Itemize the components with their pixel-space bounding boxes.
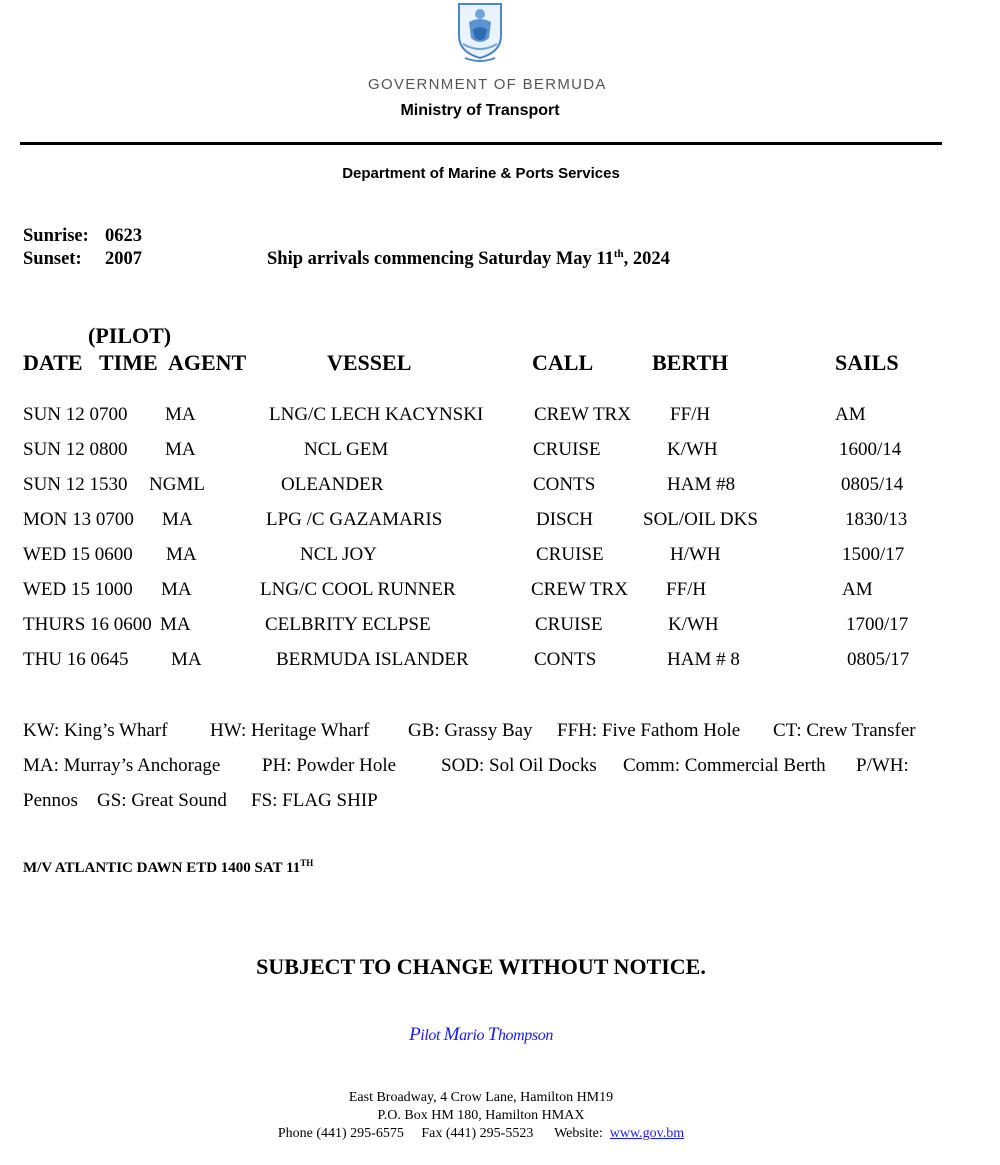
row-sails: 0805/14 [841, 474, 904, 495]
column-header-call: CALL [532, 350, 594, 375]
sig-part: ario [459, 1027, 488, 1044]
legend-item: SOD: Sol Oil Docks [441, 755, 597, 776]
column-header-date: DATE [23, 350, 83, 375]
legend-item: HW: Heritage Wharf [210, 720, 370, 741]
row-call: DISCH [536, 509, 594, 530]
row-berth: HAM # 8 [667, 649, 740, 670]
row-datetime: THURS 16 0600 [23, 614, 152, 635]
row-agent: MA [160, 614, 191, 635]
footer-website-label: Website: [554, 1126, 603, 1141]
government-name: GOVERNMENT OF BERMUDA [368, 76, 607, 93]
row-vessel: LNG/C COOL RUNNER [260, 579, 456, 600]
legend-item: PH: Powder Hole [262, 755, 397, 776]
legend-item: GS: Great Sound [97, 790, 227, 811]
row-datetime: MON 13 0700 [23, 509, 134, 530]
website-link[interactable]: www.gov.bm [609, 1126, 685, 1141]
row-datetime: THU 16 0645 [23, 649, 129, 670]
change-notice: SUBJECT TO CHANGE WITHOUT NOTICE. [256, 954, 706, 979]
legend-item: FFH: Five Fathom Hole [557, 720, 741, 741]
pilot-signature [0, 1024, 962, 1046]
sunset-label: Sunset: [23, 249, 82, 269]
header-divider [20, 142, 942, 145]
row-call: CRUISE [536, 544, 604, 565]
sig-part: ilot [420, 1027, 444, 1044]
row-sails: AM [835, 404, 866, 425]
legend-item: KW: King’s Wharf [23, 720, 168, 741]
column-header-time: TIME [99, 350, 158, 375]
note-text: M/V ATLANTIC DAWN ETD 1400 SAT 11 [23, 860, 301, 876]
row-agent: MA [166, 544, 197, 565]
row-berth: FF/H [670, 404, 711, 425]
row-agent: MA [165, 439, 196, 460]
bermuda-coat-of-arms-icon [457, 2, 503, 64]
row-call: CREW TRX [534, 404, 631, 425]
schedule-title [267, 249, 670, 270]
row-agent: NGML [149, 474, 205, 495]
row-call: CREW TRX [531, 579, 628, 600]
row-sails: 0805/17 [847, 649, 910, 670]
row-call: CRUISE [533, 439, 601, 460]
note-superscript: TH [300, 858, 314, 868]
legend-item: GB: Grassy Bay [408, 720, 533, 741]
pilot-header-label: (PILOT) [88, 323, 172, 348]
footer-phone: Phone (441) 295-6575 [277, 1126, 404, 1141]
row-berth: FF/H [666, 579, 707, 600]
row-datetime: SUN 12 0800 [23, 439, 128, 460]
column-header-berth: BERTH [652, 350, 729, 375]
footer-contact [0, 1126, 962, 1142]
sunrise-value: 0623 [105, 226, 142, 246]
row-vessel: NCL GEM [304, 439, 389, 460]
sig-part: hompson [497, 1027, 553, 1044]
row-call: CONTS [534, 649, 597, 670]
row-datetime: SUN 12 1530 [23, 474, 128, 495]
title-text: Ship arrivals commencing Saturday May 11 [267, 249, 614, 269]
column-header-sails: SAILS [835, 350, 899, 375]
sunrise-label: Sunrise: [23, 226, 89, 246]
legend-item: Pennos [23, 790, 78, 811]
departure-note [23, 860, 313, 877]
row-vessel: NCL JOY [300, 544, 377, 565]
sig-part: M [443, 1024, 460, 1045]
row-vessel: LNG/C LECH KACYNSKI [269, 404, 484, 425]
row-call: CRUISE [535, 614, 603, 635]
row-berth: K/WH [667, 439, 718, 460]
ministry-name: Ministry of Transport [400, 102, 560, 119]
title-superscript: th [613, 248, 624, 260]
row-berth: H/WH [670, 544, 721, 565]
legend-item: P/WH: [856, 755, 909, 776]
sig-part: P [409, 1024, 421, 1045]
row-berth: SOL/OIL DKS [643, 509, 758, 530]
row-berth: K/WH [668, 614, 719, 635]
title-year: , 2024 [623, 249, 670, 269]
footer-fax: Fax (441) 295-5523 [421, 1126, 534, 1141]
row-vessel: OLEANDER [281, 474, 384, 495]
legend-item: Comm: Commercial Berth [623, 755, 826, 776]
row-agent: MA [162, 509, 193, 530]
row-call: CONTS [533, 474, 596, 495]
row-agent: MA [165, 404, 196, 425]
row-sails: 1830/13 [845, 509, 908, 530]
row-datetime: WED 15 1000 [23, 579, 133, 600]
legend-item: CT: Crew Transfer [773, 720, 916, 741]
row-sails: 1600/14 [839, 439, 902, 460]
department-name: Department of Marine & Ports Services [342, 165, 620, 182]
row-vessel: LPG /C GAZAMARIS [266, 509, 443, 530]
row-sails: 1500/17 [842, 544, 905, 565]
row-sails: AM [842, 579, 873, 600]
column-header-agent: AGENT [168, 350, 247, 375]
column-header-vessel: VESSEL [327, 350, 412, 375]
legend-item: FS: FLAG SHIP [251, 790, 378, 811]
sunset-value: 2007 [105, 249, 142, 269]
row-vessel: CELBRITY ECLPSE [265, 614, 431, 635]
sig-part: T [487, 1024, 498, 1045]
row-berth: HAM #8 [667, 474, 736, 495]
row-agent: MA [171, 649, 202, 670]
row-datetime: SUN 12 0700 [23, 404, 128, 425]
row-sails: 1700/17 [846, 614, 909, 635]
row-datetime: WED 15 0600 [23, 544, 133, 565]
footer-address: East Broadway, 4 Crow Lane, Hamilton HM19 [348, 1090, 614, 1105]
row-vessel: BERMUDA ISLANDER [276, 649, 469, 670]
legend-item: MA: Murray’s Anchorage [23, 755, 221, 776]
row-agent: MA [161, 579, 192, 600]
footer-po-box: P.O. Box HM 180, Hamilton HMAX [377, 1108, 585, 1123]
